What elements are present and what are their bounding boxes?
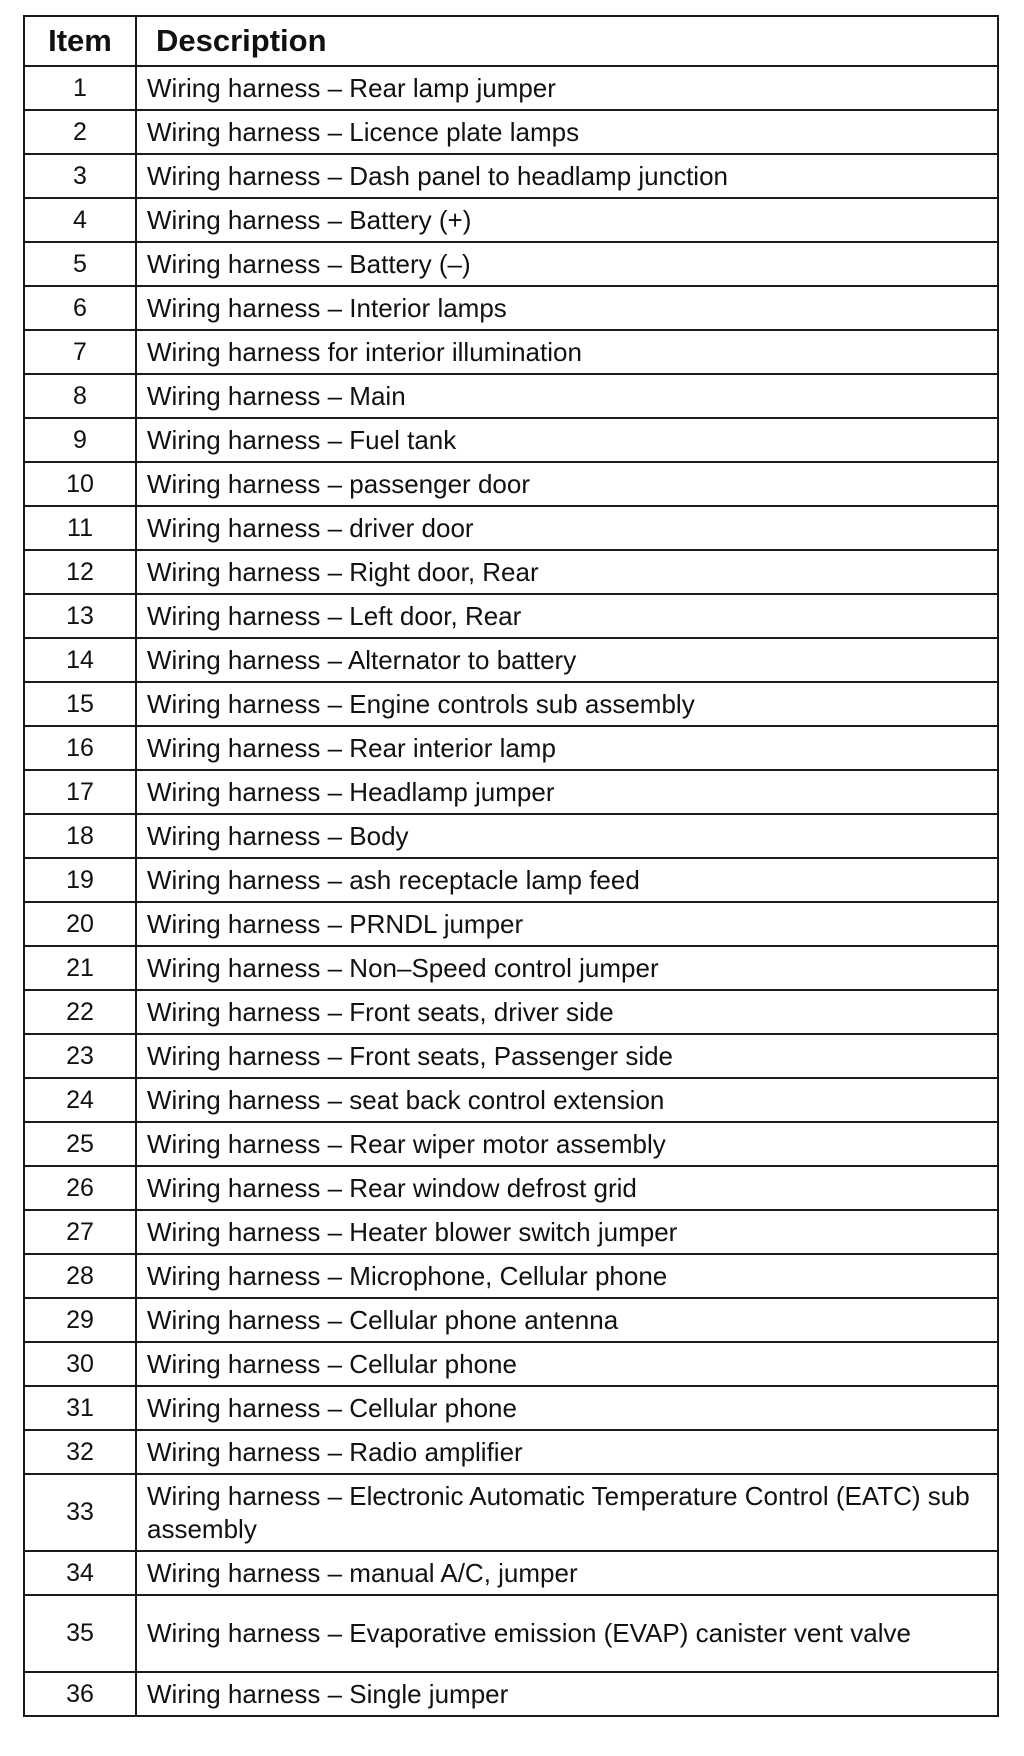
- item-description: Wiring harness – Cellular phone: [136, 1386, 998, 1430]
- item-description: Wiring harness – Battery (+): [136, 198, 998, 242]
- table-row: [24, 594, 998, 638]
- table-row: [24, 946, 998, 990]
- item-number: 22: [24, 990, 136, 1034]
- item-number: 21: [24, 946, 136, 990]
- table-row: [24, 726, 998, 770]
- item-description: Wiring harness – Evaporative emission (EVAP) canister vent valve: [136, 1595, 998, 1672]
- item-description: Wiring harness – Cellular phone: [136, 1342, 998, 1386]
- item-number: 20: [24, 902, 136, 946]
- table-row: [24, 1034, 998, 1078]
- item-description: Wiring harness – Alternator to battery: [136, 638, 998, 682]
- table-row: [24, 1595, 998, 1672]
- item-number: 4: [24, 198, 136, 242]
- table-row: [24, 1298, 998, 1342]
- document-page: [23, 15, 1003, 1717]
- item-number: 2: [24, 110, 136, 154]
- table-row: [24, 330, 998, 374]
- table-row: [24, 1342, 998, 1386]
- item-number: 3: [24, 154, 136, 198]
- item-description: Wiring harness – manual A/C, jumper: [136, 1551, 998, 1595]
- item-number: 33: [24, 1474, 136, 1551]
- item-number: 14: [24, 638, 136, 682]
- item-description: Wiring harness – Rear wiper motor assembly: [136, 1122, 998, 1166]
- header-item: Item: [24, 16, 136, 66]
- table-row: [24, 374, 998, 418]
- item-description: Wiring harness – Licence plate lamps: [136, 110, 998, 154]
- item-number: 12: [24, 550, 136, 594]
- table-row: [24, 110, 998, 154]
- item-description: Wiring harness – PRNDL jumper: [136, 902, 998, 946]
- table-row: [24, 242, 998, 286]
- table-row: [24, 506, 998, 550]
- table-row: [24, 1210, 998, 1254]
- item-description: Wiring harness – Front seats, Passenger side: [136, 1034, 998, 1078]
- item-number: 34: [24, 1551, 136, 1595]
- item-description: Wiring harness – ash receptacle lamp feed: [136, 858, 998, 902]
- item-description: Wiring harness – Microphone, Cellular phone: [136, 1254, 998, 1298]
- item-number: 32: [24, 1430, 136, 1474]
- table-row: [24, 1551, 998, 1595]
- table-row: [24, 1672, 998, 1716]
- item-number: 28: [24, 1254, 136, 1298]
- item-number: 11: [24, 506, 136, 550]
- item-number: 18: [24, 814, 136, 858]
- table-row: [24, 198, 998, 242]
- item-number: 7: [24, 330, 136, 374]
- table-row: [24, 1122, 998, 1166]
- item-description: Wiring harness – seat back control extension: [136, 1078, 998, 1122]
- item-description: Wiring harness – Right door, Rear: [136, 550, 998, 594]
- table-row: [24, 66, 998, 110]
- item-description: Wiring harness – Rear window defrost grid: [136, 1166, 998, 1210]
- item-number: 29: [24, 1298, 136, 1342]
- table-row: [24, 1254, 998, 1298]
- table-row: [24, 902, 998, 946]
- item-description: Wiring harness – Interior lamps: [136, 286, 998, 330]
- table-row: [24, 154, 998, 198]
- item-number: 25: [24, 1122, 136, 1166]
- item-description: Wiring harness – Headlamp jumper: [136, 770, 998, 814]
- item-description: Wiring harness – passenger door: [136, 462, 998, 506]
- item-number: 27: [24, 1210, 136, 1254]
- header-description: Description: [136, 16, 998, 66]
- item-number: 30: [24, 1342, 136, 1386]
- table-row: [24, 462, 998, 506]
- item-number: 13: [24, 594, 136, 638]
- item-number: 17: [24, 770, 136, 814]
- item-description: Wiring harness – Battery (–): [136, 242, 998, 286]
- item-number: 23: [24, 1034, 136, 1078]
- item-description: Wiring harness – Single jumper: [136, 1672, 998, 1716]
- item-description: Wiring harness – Non–Speed control jumper: [136, 946, 998, 990]
- item-number: 15: [24, 682, 136, 726]
- table-row: [24, 814, 998, 858]
- item-description: Wiring harness for interior illumination: [136, 330, 998, 374]
- item-description: Wiring harness – Fuel tank: [136, 418, 998, 462]
- item-description: Wiring harness – Dash panel to headlamp junction: [136, 154, 998, 198]
- item-description: Wiring harness – Cellular phone antenna: [136, 1298, 998, 1342]
- wiring-harness-table: [23, 15, 999, 1717]
- item-number: 5: [24, 242, 136, 286]
- item-number: 8: [24, 374, 136, 418]
- table-row: [24, 1166, 998, 1210]
- table-row: [24, 858, 998, 902]
- table-row: [24, 990, 998, 1034]
- table-body: [24, 66, 998, 1716]
- table-row: [24, 418, 998, 462]
- item-number: 6: [24, 286, 136, 330]
- table-row: [24, 1386, 998, 1430]
- item-description: Wiring harness – Radio amplifier: [136, 1430, 998, 1474]
- item-number: 36: [24, 1672, 136, 1716]
- table-row: [24, 286, 998, 330]
- item-number: 19: [24, 858, 136, 902]
- item-number: 35: [24, 1595, 136, 1672]
- item-description: Wiring harness – Rear lamp jumper: [136, 66, 998, 110]
- item-description: Wiring harness – Engine controls sub assembly: [136, 682, 998, 726]
- item-description: Wiring harness – Left door, Rear: [136, 594, 998, 638]
- item-number: 9: [24, 418, 136, 462]
- table-header-row: [24, 16, 998, 66]
- item-number: 10: [24, 462, 136, 506]
- table-row: [24, 1430, 998, 1474]
- item-description: Wiring harness – Rear interior lamp: [136, 726, 998, 770]
- item-number: 16: [24, 726, 136, 770]
- table-row: [24, 770, 998, 814]
- item-description: Wiring harness – Main: [136, 374, 998, 418]
- table-row: [24, 638, 998, 682]
- item-description: Wiring harness – Electronic Automatic Temperature Control (EATC) sub assembly: [136, 1474, 998, 1551]
- item-number: 1: [24, 66, 136, 110]
- item-description: Wiring harness – Heater blower switch jumper: [136, 1210, 998, 1254]
- table-row: [24, 1078, 998, 1122]
- item-number: 26: [24, 1166, 136, 1210]
- item-number: 31: [24, 1386, 136, 1430]
- item-description: Wiring harness – driver door: [136, 506, 998, 550]
- item-description: Wiring harness – Body: [136, 814, 998, 858]
- item-description: Wiring harness – Front seats, driver side: [136, 990, 998, 1034]
- table-row: [24, 1474, 998, 1551]
- item-number: 24: [24, 1078, 136, 1122]
- table-row: [24, 682, 998, 726]
- table-row: [24, 550, 998, 594]
